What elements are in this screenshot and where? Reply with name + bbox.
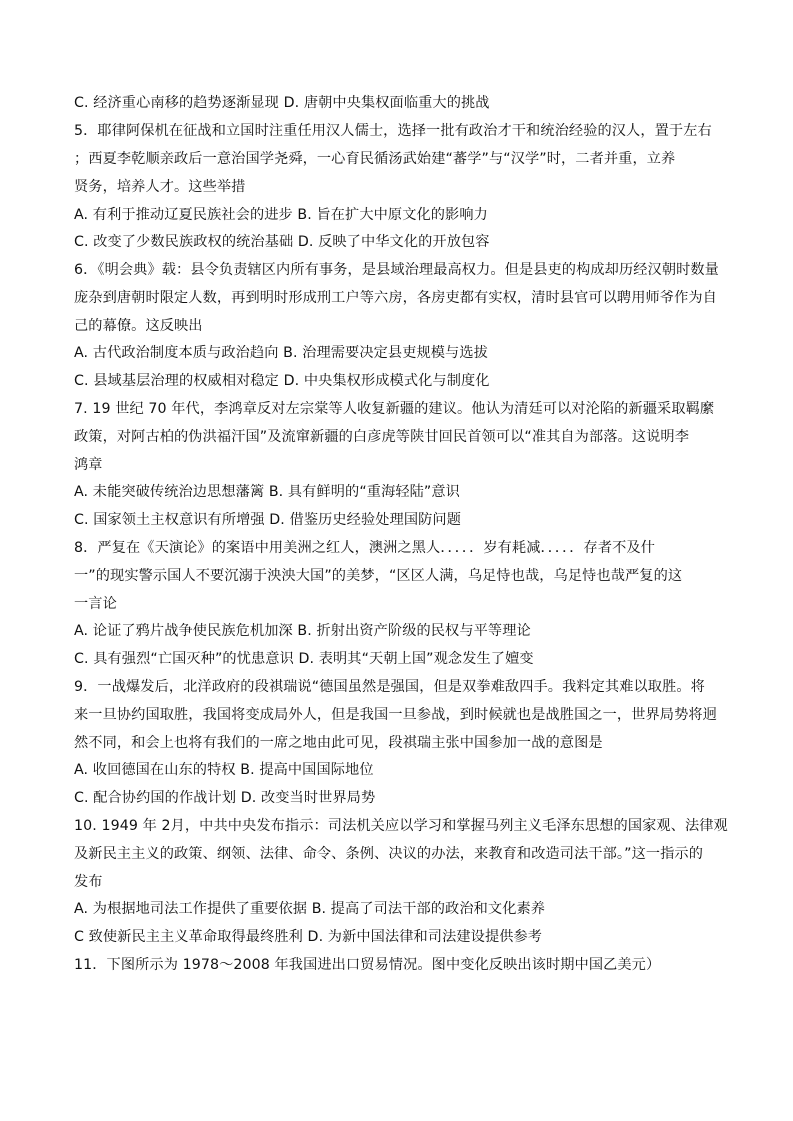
- question-line: 一言论: [74, 596, 117, 612]
- option-line: A. 收回德国在山东的特权 B. 提高中国国际地位: [74, 762, 374, 778]
- option-line: C. 国家领土主权意识有所增强 D. 借鉴历史经验处理国防问题: [74, 512, 461, 528]
- question-line: 6．《明会典》载：县令负责辖区内所有事务，是县域治理最高权力。但是县吏的构成却历经汉朝时数量: [74, 262, 719, 278]
- question-line: 10. 1949 年 2月，中共中央发布指示：司法机关应以学习和掌握马列主义毛泽东思想的国家观、法律观: [74, 818, 728, 834]
- option-line: A. 为根据地司法工作提供了重要依据 B. 提高了司法干部的政治和文化素养: [74, 901, 546, 917]
- question-line: 己的幕僚。这反映出: [74, 318, 203, 334]
- question-line: 5．耶律阿保机在征战和立国时注重任用汉人儒士，选择一批有政治才干和统治经验的汉人，置于左右: [74, 123, 712, 139]
- option-line: C. 经济重心南移的趋势逐渐显现 D. 唐朝中央集权面临重大的挑战: [74, 95, 490, 111]
- option-line: A. 论证了鸦片战争使民族危机加深 B. 折射出资产阶级的民权与平等理论: [74, 623, 531, 639]
- question-line: 11．下图所示为 1978～2008 年我国进出口贸易情况。图中变化反映出该时期中国乙美元）: [74, 957, 661, 973]
- question-line: 庞杂到唐朝时限定人数，再到明时形成刑工户等六房，各房吏都有实权，清时县官可以聘用师爷作为自: [74, 290, 717, 306]
- option-line: A. 未能突破传统治边思想藩篱 B. 具有鲜明的“重海轻陆”意识: [74, 484, 460, 500]
- question-line: 来一旦协约国取胜，我国将变成局外人，但是我国一旦参战，到时候就也是战胜国之一，世界局势将迥: [74, 707, 717, 723]
- question-line: 9．一战爆发后，北洋政府的段祺瑞说“德国虽然是强国，但是双拳难敌四手。我料定其难以取胜。将: [74, 679, 705, 695]
- option-line: C 致使新民主主义革命取得最终胜利 D. 为新中国法律和司法建设提供参考: [74, 929, 543, 945]
- question-line: 政策，对阿古柏的伪洪福汗国”及流窜新疆的白彦虎等陕甘回民首领可以“准其自为部落。这说明李: [74, 429, 689, 445]
- question-line: 发布: [74, 874, 103, 890]
- question-line: 贤务，培养人才。这些举措: [74, 179, 246, 195]
- option-line: C. 县域基层治理的权威相对稳定 D. 中央集权形成模式化与制度化: [74, 373, 490, 389]
- question-line: 一”的现实警示国人不要沉溺于泱泱大国”的美梦，“区区人满，乌足恃也哉，乌足恃也哉严复的这: [74, 568, 683, 584]
- option-line: A. 古代政治制度本质与政治趋向 B. 治理需要决定县吏规模与选拔: [74, 345, 488, 361]
- question-line: 然不同，和会上也将有我们的一席之地由此可见，段祺瑞主张中国参加一战的意图是: [74, 735, 603, 751]
- question-line: 鸿章: [74, 457, 103, 473]
- question-line: 7. 19 世纪 70 年代，李鸿章反对左宗棠等人收复新疆的建议。他认为清廷可以对沦陷的新疆采取羁縻: [74, 401, 715, 417]
- question-line: 及新民主主义的政策、纲领、法律、命令、条例、决议的办法，来教育和改造司法干部。”这一指示的: [74, 846, 704, 862]
- option-line: C. 具有强烈“亡国灭种”的忧患意识 D. 表明其“天朝上国”观念发生了嬗变: [74, 651, 534, 667]
- question-line: 8．严复在《天演论》的案语中用美洲之红人，澳洲之黑人．．．．．岁有耗减．．．．．存者不及什: [74, 540, 655, 556]
- option-line: C. 配合协约国的作战计划 D. 改变当时世界局势: [74, 790, 376, 806]
- option-line: C. 改变了少数民族政权的统治基础 D. 反映了中华文化的开放包容: [74, 234, 490, 250]
- question-line: ；西夏李乾顺亲政后一意治国学尧舜，一心育民循汤武始建“蕃学”与“汉学”时，二者并重，立养: [74, 151, 676, 167]
- option-line: A. 有利于推动辽夏民族社会的进步 B. 旨在扩大中原文化的影响力: [74, 207, 488, 223]
